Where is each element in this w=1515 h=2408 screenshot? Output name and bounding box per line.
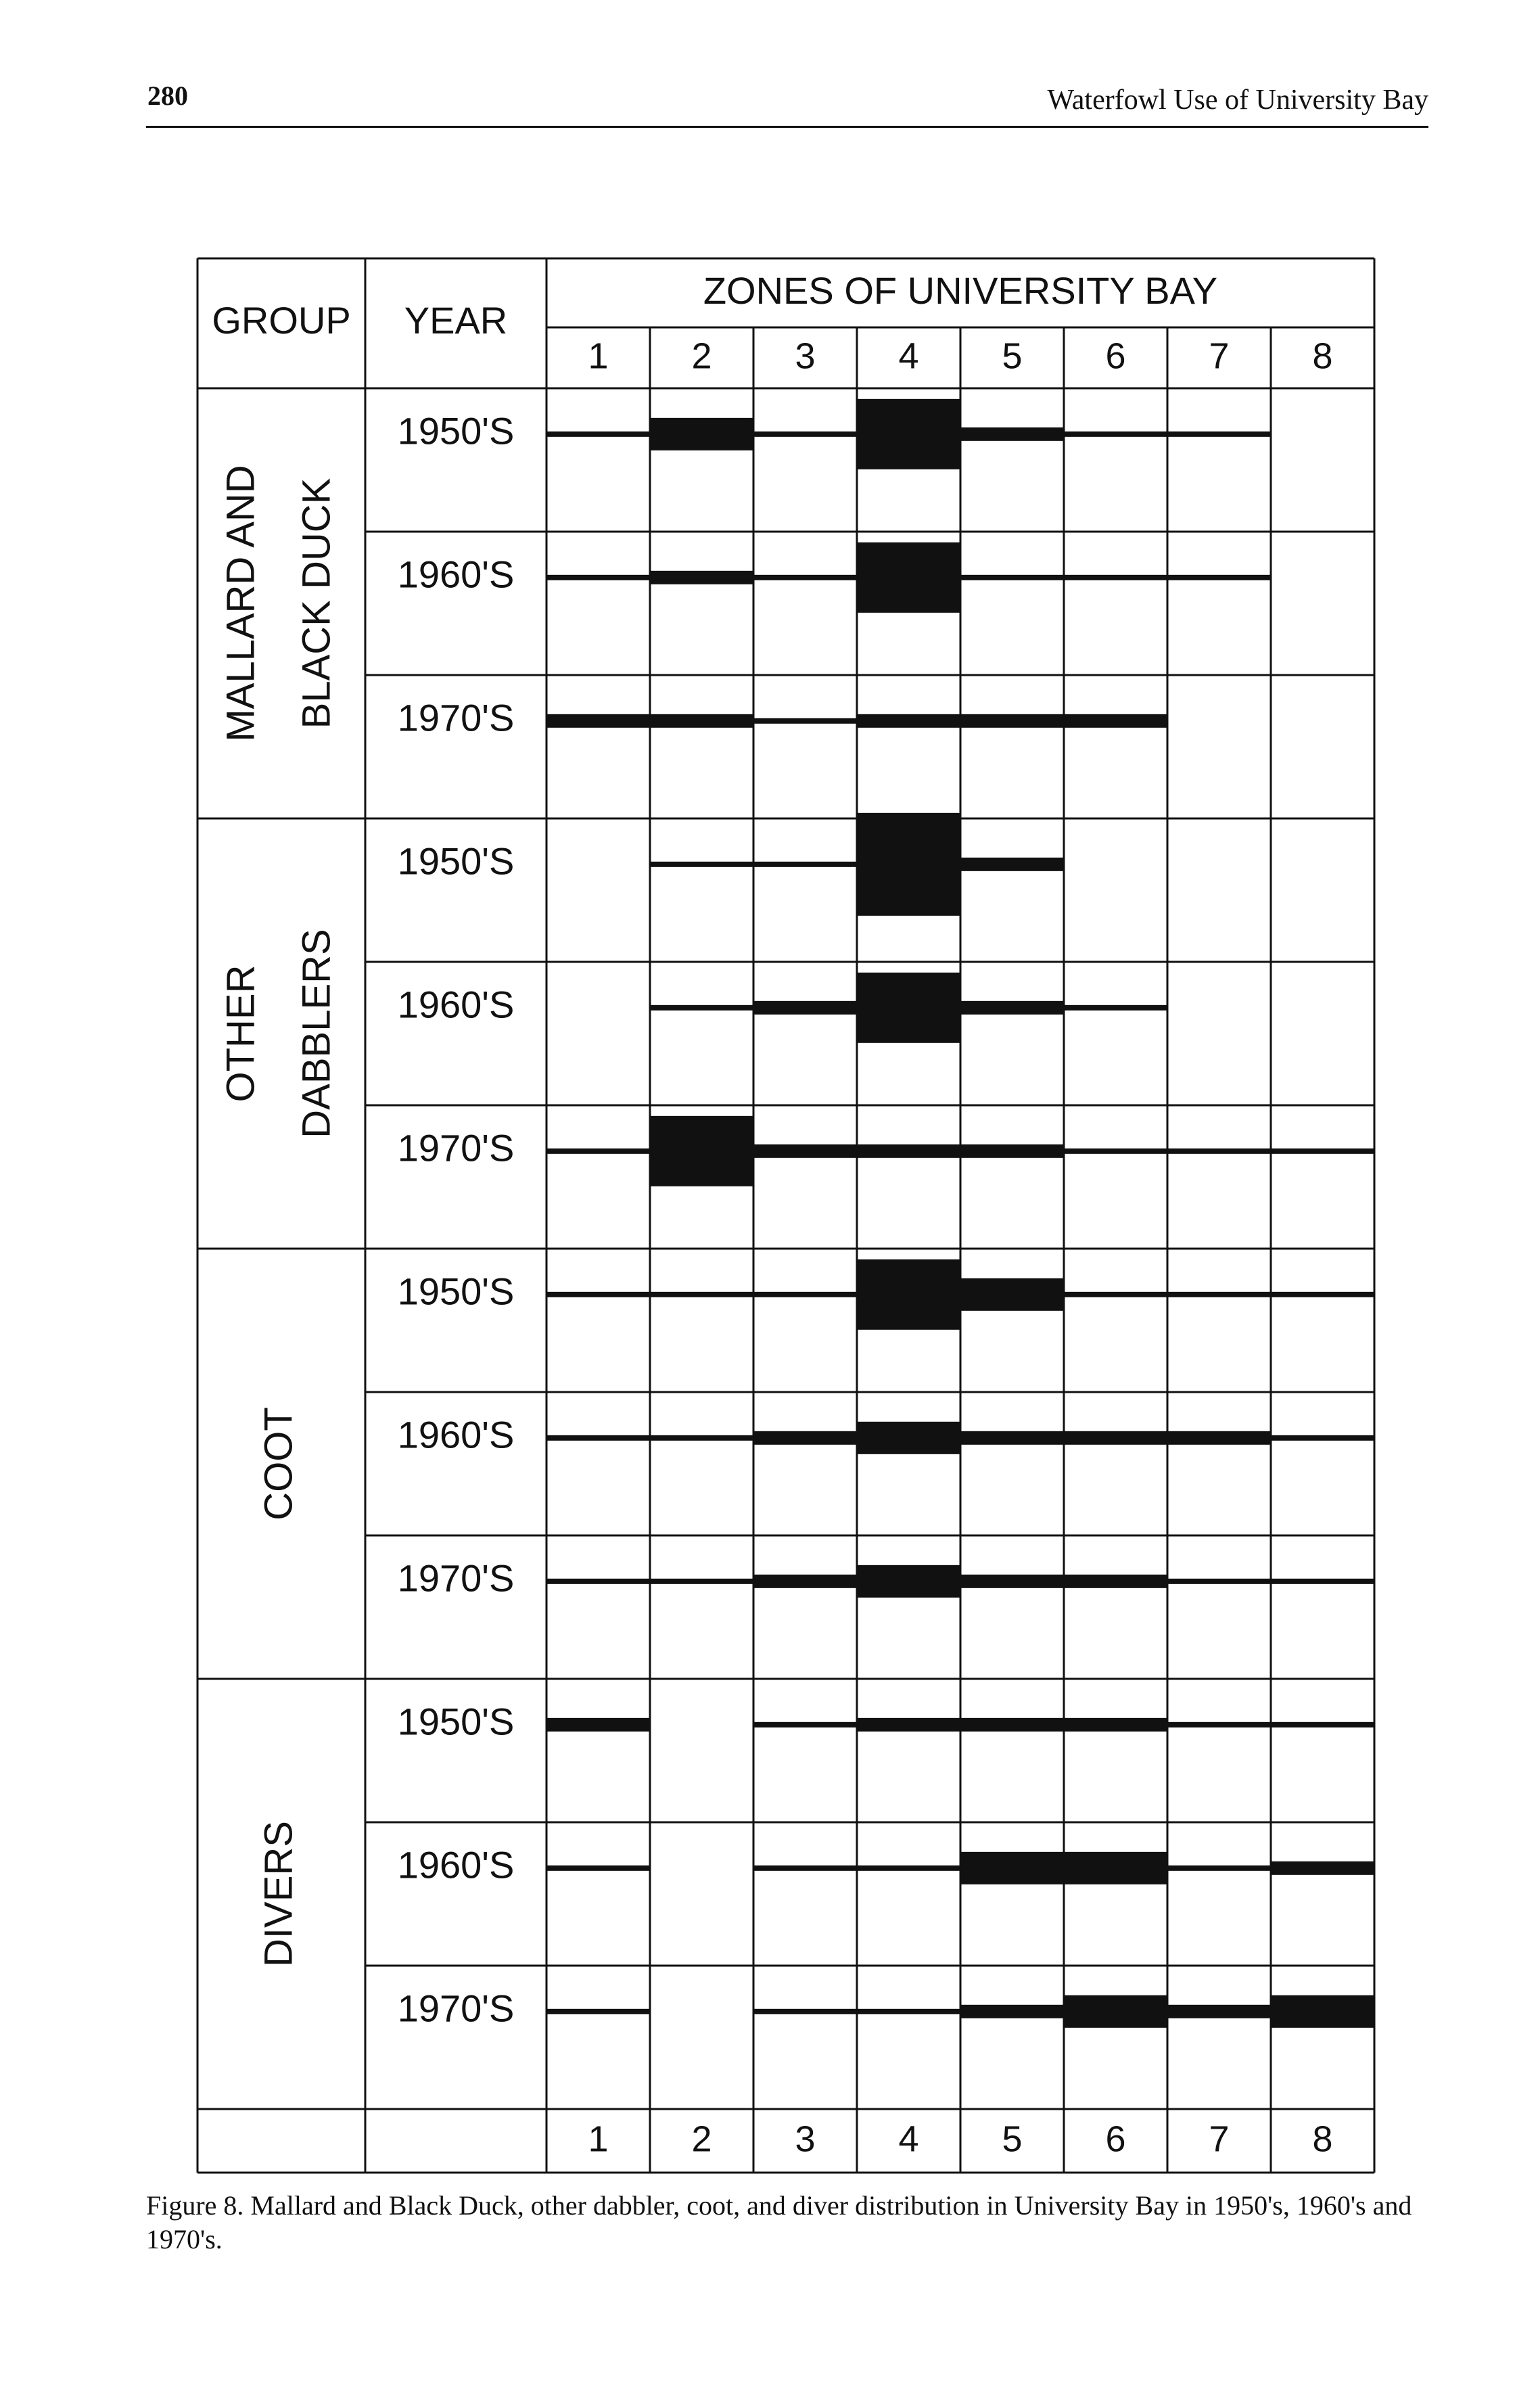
distribution-band	[857, 1565, 960, 1598]
distribution-band	[753, 1001, 857, 1015]
year-label: 1970'S	[397, 696, 515, 739]
distribution-band	[1271, 1995, 1374, 2028]
group-label: DIVERS	[256, 1821, 301, 1967]
distribution-band	[1167, 1149, 1271, 1154]
distribution-band	[650, 1005, 753, 1011]
zone-label-bottom: 4	[898, 2118, 919, 2160]
zone-label-bottom: 6	[1105, 2118, 1126, 2160]
group-label: COOT	[256, 1407, 301, 1521]
distribution-band	[1167, 1431, 1271, 1445]
distribution-band	[1064, 1995, 1167, 2028]
distribution-band	[960, 1278, 1064, 1311]
distribution-band	[1064, 1431, 1167, 1445]
group-label-line2: BLACK DUCK	[294, 478, 339, 729]
table-grid	[197, 258, 1374, 2173]
distribution-band	[650, 1435, 753, 1441]
year-label: 1970'S	[397, 1987, 515, 2030]
distribution-band	[1167, 1292, 1271, 1297]
distribution-band	[753, 1722, 857, 1728]
distribution-band	[753, 432, 857, 437]
distribution-band	[753, 2009, 857, 2014]
distribution-band	[650, 862, 753, 867]
distribution-band	[546, 1866, 650, 1871]
year-label: 1960'S	[397, 983, 515, 1026]
running-title: Waterfowl Use of University Bay	[1047, 85, 1428, 116]
distribution-band	[1271, 1435, 1374, 1441]
year-header: YEAR	[404, 298, 508, 342]
distribution-band	[960, 1431, 1064, 1445]
distribution-band	[857, 1866, 960, 1871]
distribution-band	[1064, 575, 1167, 580]
distribution-band	[1271, 1579, 1374, 1584]
distribution-band	[650, 714, 753, 728]
distribution-band	[1167, 575, 1271, 580]
zone-label-bottom: 1	[588, 2118, 609, 2160]
year-label: 1950'S	[397, 1700, 515, 1743]
distribution-band	[857, 2009, 960, 2014]
distribution-band	[1064, 1292, 1167, 1297]
distribution-band	[1064, 1005, 1167, 1011]
group-label: OTHER	[218, 965, 263, 1103]
distribution-band	[1271, 1149, 1374, 1154]
distribution-band	[546, 1149, 650, 1154]
zone-label-bottom: 2	[691, 2118, 712, 2160]
distribution-band	[546, 1718, 650, 1732]
distribution-band	[857, 1144, 960, 1158]
distribution-band	[960, 714, 1064, 728]
distribution-band	[650, 1292, 753, 1297]
distribution-band	[960, 575, 1064, 580]
distribution-band	[546, 1579, 650, 1584]
page-number: 280	[147, 80, 188, 111]
group-label-line2: DABBLERS	[294, 929, 339, 1138]
distribution-band	[753, 1292, 857, 1297]
year-label: 1950'S	[397, 409, 515, 453]
distribution-band	[546, 432, 650, 437]
distribution-band	[1167, 1722, 1271, 1728]
distribution-band	[857, 1718, 960, 1732]
distribution-band	[857, 714, 960, 728]
distribution-band	[1064, 1149, 1167, 1154]
figure-caption: Figure 8. Mallard and Black Duck, other dabbler, coot, and diver distribution in University Bay in 1950's, 1960's and 1970's.	[146, 2190, 1412, 2254]
year-label: 1960'S	[397, 1413, 515, 1456]
distribution-band	[1064, 714, 1167, 728]
distribution-band	[753, 1575, 857, 1588]
distribution-band	[753, 1431, 857, 1445]
zone-label-top: 5	[1002, 335, 1023, 377]
distribution-band	[857, 399, 960, 469]
distribution-band	[1167, 2005, 1271, 2018]
year-label: 1970'S	[397, 1556, 515, 1600]
distribution-band	[1271, 1861, 1374, 1875]
distribution-band	[960, 1852, 1064, 1884]
zone-label-bottom: 3	[795, 2118, 816, 2160]
distribution-band	[753, 1144, 857, 1158]
year-label: 1960'S	[397, 1843, 515, 1886]
distribution-band	[857, 542, 960, 613]
year-label: 1960'S	[397, 553, 515, 596]
distribution-band	[960, 1718, 1064, 1732]
zone-label-top: 3	[795, 335, 816, 377]
distribution-band	[960, 2005, 1064, 2018]
zone-label-bottom: 5	[1002, 2118, 1023, 2160]
zone-label-bottom: 7	[1209, 2118, 1230, 2160]
zone-label-bottom: 8	[1312, 2118, 1333, 2160]
distribution-band	[753, 1866, 857, 1871]
distribution-band	[546, 714, 650, 728]
distribution-band	[1064, 432, 1167, 437]
distribution-band	[960, 1001, 1064, 1015]
year-label: 1950'S	[397, 1270, 515, 1313]
distribution-band	[546, 1292, 650, 1297]
distribution-band	[960, 858, 1064, 871]
distribution-band	[546, 2009, 650, 2014]
distribution-band	[753, 718, 857, 724]
zone-label-top: 6	[1105, 335, 1126, 377]
distribution-band	[960, 1575, 1064, 1588]
zone-label-top: 2	[691, 335, 712, 377]
distribution-band	[1167, 432, 1271, 437]
distribution-band	[1064, 1852, 1167, 1884]
zone-label-top: 4	[898, 335, 919, 377]
group-header: GROUP	[212, 298, 351, 342]
distribution-band	[960, 1144, 1064, 1158]
distribution-band	[546, 575, 650, 580]
year-label: 1950'S	[397, 839, 515, 883]
zone-label-top: 8	[1312, 335, 1333, 377]
distribution-band	[857, 1422, 960, 1454]
distribution-band	[650, 1579, 753, 1584]
group-label: MALLARD AND	[218, 465, 263, 742]
distribution-band	[857, 813, 960, 916]
distribution-band	[650, 571, 753, 584]
distribution-band	[857, 1259, 960, 1330]
distribution-band	[753, 575, 857, 580]
distribution-band	[546, 1435, 650, 1441]
year-label: 1970'S	[397, 1126, 515, 1170]
zone-label-top: 1	[588, 335, 609, 377]
distribution-band	[1064, 1718, 1167, 1732]
distribution-band	[650, 418, 753, 450]
distribution-band	[753, 862, 857, 867]
distribution-band	[1167, 1579, 1271, 1584]
distribution-band	[1064, 1575, 1167, 1588]
distribution-band	[960, 427, 1064, 441]
distribution-band	[650, 1116, 753, 1186]
distribution-band	[1167, 1866, 1271, 1871]
distribution-band	[1271, 1292, 1374, 1297]
zones-header: ZONES OF UNIVERSITY BAY	[703, 269, 1218, 312]
distribution-band	[1271, 1722, 1374, 1728]
distribution-band	[857, 973, 960, 1043]
zone-label-top: 7	[1209, 335, 1230, 377]
